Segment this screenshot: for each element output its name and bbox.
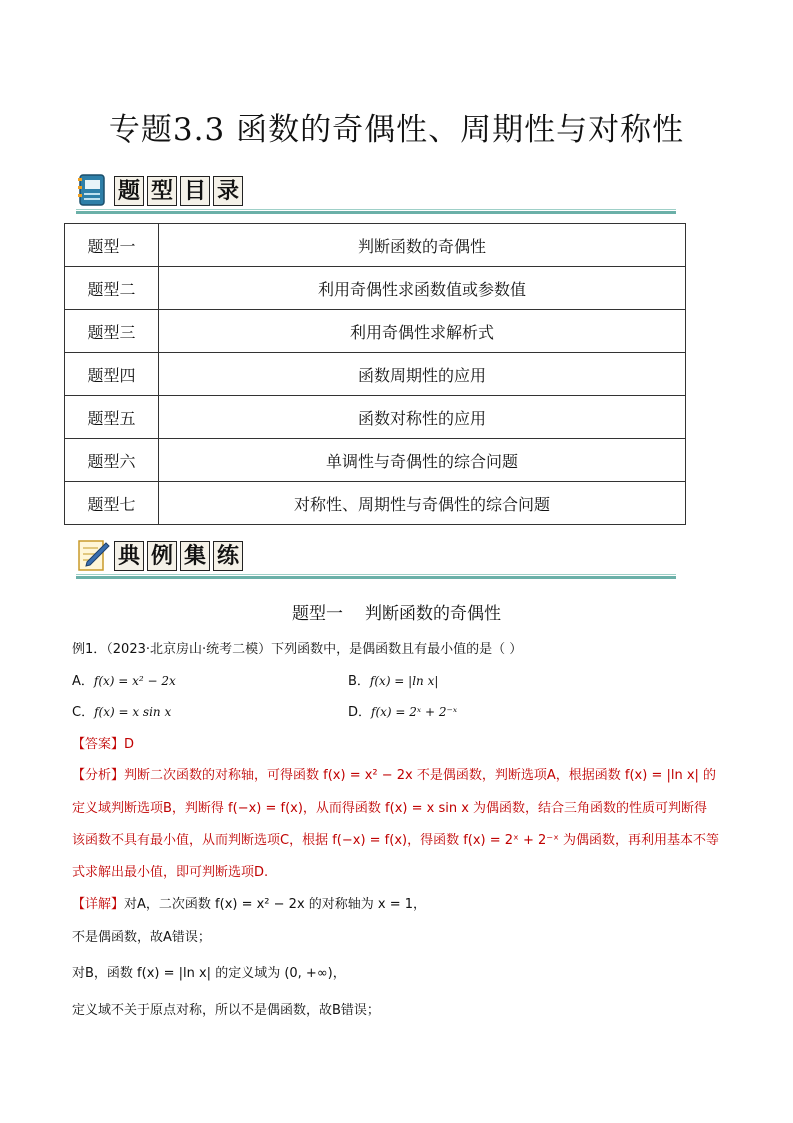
toc-key: 题型六 bbox=[65, 439, 159, 482]
toc-row bbox=[65, 439, 686, 482]
examples-header-char: 例 bbox=[147, 541, 177, 571]
analysis-line: 式求解出最小值，即可判断选项D. bbox=[72, 865, 269, 880]
toc-row bbox=[65, 224, 686, 267]
toc-row bbox=[65, 267, 686, 310]
examples-header-char: 典 bbox=[114, 541, 144, 571]
toc-value: 单调性与奇偶性的综合问题 bbox=[159, 439, 686, 482]
toc-key: 题型四 bbox=[65, 353, 159, 396]
option-d: D．f(x) = 2ˣ + 2⁻ˣ bbox=[348, 705, 458, 720]
toc-key: 题型七 bbox=[65, 482, 159, 525]
question-type-heading bbox=[0, 599, 793, 624]
subhead-value: 判断函数的奇偶性 bbox=[365, 604, 501, 624]
toc-value: 对称性、周期性与奇偶性的综合问题 bbox=[159, 482, 686, 525]
detail-line: 对B，函数 f(x) = |ln x| 的定义域为 (0, +∞)， bbox=[72, 966, 346, 981]
subhead-key: 题型一 bbox=[292, 604, 343, 624]
analysis-line: 该函数不具有最小值，从而判断选项C，根据 f(−x) = f(x)，得函数 f(x) = 2ˣ + 2⁻ˣ 为偶函数，再利用基本不等 bbox=[72, 833, 720, 848]
option-b: B．f(x) = |ln x| bbox=[348, 674, 439, 689]
analysis-line: 【分析】判断二次函数的对称轴，可得函数 f(x) = x² − 2x 不是偶函数，判断选项A，根据函数 f(x) = |ln x| 的 bbox=[72, 768, 717, 783]
detail-tag: 【详解】 bbox=[72, 897, 125, 912]
header-underline bbox=[76, 576, 676, 579]
toc-row bbox=[65, 396, 686, 439]
answer-line bbox=[72, 733, 134, 752]
detail-line: 定义域不关于原点对称，所以不是偶函数，故B错误； bbox=[72, 1003, 380, 1018]
question-text: 例1．（2023·北京房山·统考二模）下列函数中，是偶函数且有最小值的是（ ） bbox=[72, 642, 523, 657]
option-a: A．f(x) = x² − 2x bbox=[72, 674, 176, 689]
answer-tag: 【答案】 bbox=[72, 737, 125, 752]
toc-row bbox=[65, 482, 686, 525]
toc-value: 利用奇偶性求函数值或参数值 bbox=[159, 267, 686, 310]
examples-header-char: 练 bbox=[213, 541, 243, 571]
examples-section-header bbox=[76, 535, 676, 579]
toc-header-char: 录 bbox=[213, 176, 243, 206]
toc-value: 函数周期性的应用 bbox=[159, 353, 686, 396]
toc-section-header bbox=[76, 170, 676, 214]
toc-header-char: 目 bbox=[180, 176, 210, 206]
analysis-line: 定义域判断选项B，判断得 f(−x) = f(x)，从而得函数 f(x) = x sin x 为偶函数，结合三角函数的性质可判断得 bbox=[72, 801, 708, 816]
examples-header-char: 集 bbox=[180, 541, 210, 571]
answer-value: D bbox=[124, 737, 135, 752]
toc-row bbox=[65, 353, 686, 396]
page-title: 专题3.3 函数的奇偶性、周期性与对称性 bbox=[108, 112, 685, 148]
toc-header-char: 题 bbox=[114, 176, 144, 206]
analysis-tag: 【分析】 bbox=[72, 768, 125, 783]
toc-value: 函数对称性的应用 bbox=[159, 396, 686, 439]
option-c: C．f(x) = x sin x bbox=[72, 705, 172, 720]
toc-key: 题型一 bbox=[65, 224, 159, 267]
header-underline bbox=[76, 211, 676, 214]
toc-table bbox=[64, 223, 686, 525]
toc-header-char: 型 bbox=[147, 176, 177, 206]
notebook-icon bbox=[76, 172, 110, 208]
detail-line: 不是偶函数，故A错误； bbox=[72, 930, 211, 945]
toc-key: 题型五 bbox=[65, 396, 159, 439]
pencil-note-icon bbox=[76, 537, 110, 573]
toc-value: 利用奇偶性求解析式 bbox=[159, 310, 686, 353]
toc-key: 题型二 bbox=[65, 267, 159, 310]
toc-row bbox=[65, 310, 686, 353]
detail-line: 【详解】对A，二次函数 f(x) = x² − 2x 的对称轴为 x = 1， bbox=[72, 897, 427, 912]
toc-key: 题型三 bbox=[65, 310, 159, 353]
toc-value: 判断函数的奇偶性 bbox=[159, 224, 686, 267]
